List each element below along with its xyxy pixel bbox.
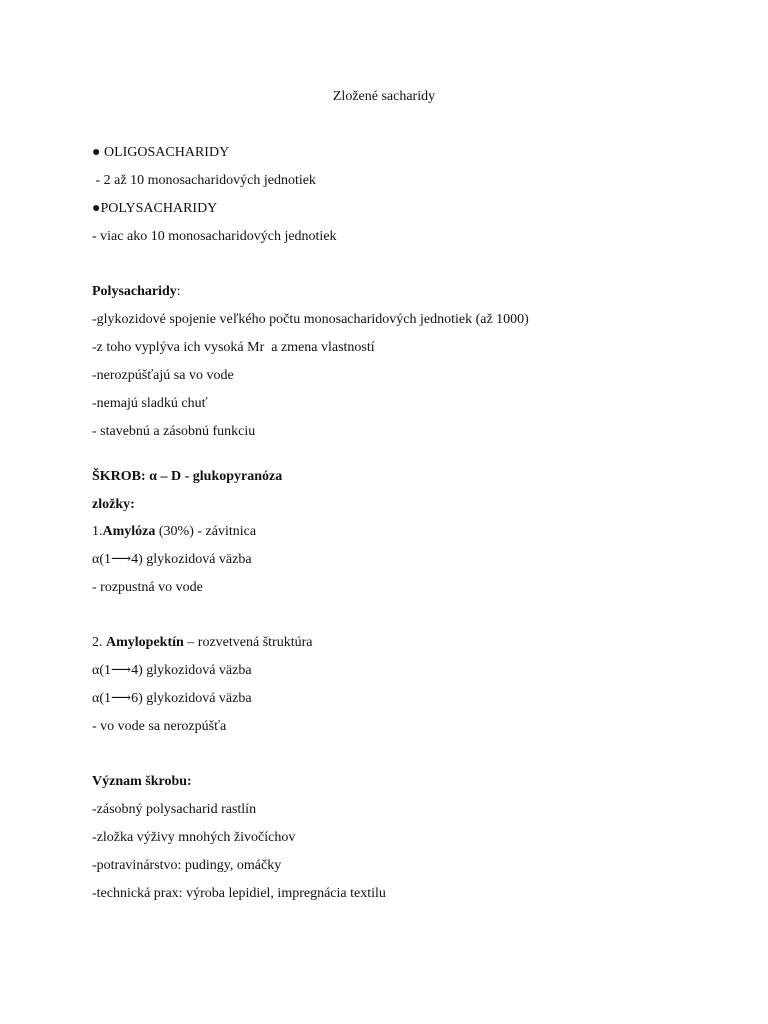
vyznam-line: -potravinárstvo: pudingy, omáčky — [92, 858, 282, 873]
vyznam-line: -zložka výživy mnohých živočíchov — [92, 830, 296, 845]
amyloza-name: Amylóza — [102, 524, 156, 539]
amylopektin-line: - vo vode sa nerozpúšťa — [92, 719, 227, 734]
skrob-heading — [92, 468, 282, 486]
amyloza-prefix: 1. — [92, 524, 103, 539]
polysacharidy-colon: : — [176, 284, 181, 299]
polysacharidy-line: -nemajú sladkú chuť — [92, 396, 208, 411]
oligo-description: - 2 až 10 monosacharidových jednotiek — [92, 173, 316, 188]
polysacharidy-title: Polysacharidy — [92, 284, 177, 299]
polysacharidy-line: -nerozpúšťajú sa vo vode — [92, 368, 234, 383]
amylopektin-name: Amylopektín — [106, 635, 184, 650]
amylopektin-heading — [92, 634, 312, 652]
amylopektin-line: α(1⟶4) glykozidová väzba — [92, 663, 252, 678]
amylopektin-prefix: 2. — [92, 635, 106, 650]
vyznam-heading — [92, 773, 192, 791]
amyloza-rest: (30%) - závitnica — [155, 524, 257, 539]
polysacharidy-line: -glykozidové spojenie veľkého počtu monosacharidových jednotiek (až 1000) — [92, 312, 529, 327]
skrob-title: ŠKROB: α – D - glukopyranóza — [92, 469, 283, 484]
vyznam-title: Význam škrobu: — [92, 774, 192, 789]
vyznam-line: -technická prax: výroba lepidiel, impregnácia textilu — [92, 886, 386, 901]
amyloza-line: α(1⟶4) glykozidová väzba — [92, 552, 252, 567]
amyloza-line: - rozpustná vo vode — [92, 580, 203, 595]
amyloza-heading — [92, 523, 256, 541]
poly-description: - viac ako 10 monosacharidových jednotiek — [92, 229, 337, 244]
vyznam-line: -zásobný polysacharid rastlín — [92, 802, 257, 817]
polysacharidy-line: -z toho vyplýva ich vysoká Mr a zmena vlastností — [92, 340, 375, 355]
document-title: Zložené sacharidy — [332, 89, 436, 104]
oligo-heading: ● OLIGOSACHARIDY — [92, 145, 230, 160]
amylopektin-line: α(1⟶6) glykozidová väzba — [92, 691, 252, 706]
polysacharidy-line: - stavebnú a zásobnú funkciu — [92, 424, 256, 439]
amylopektin-rest: – rozvetvená štruktúra — [183, 635, 313, 650]
polysacharidy-heading — [92, 283, 181, 301]
zlozky-heading — [92, 496, 135, 514]
poly-heading: ●POLYSACHARIDY — [92, 201, 218, 216]
zlozky-title: zložky: — [92, 497, 135, 512]
